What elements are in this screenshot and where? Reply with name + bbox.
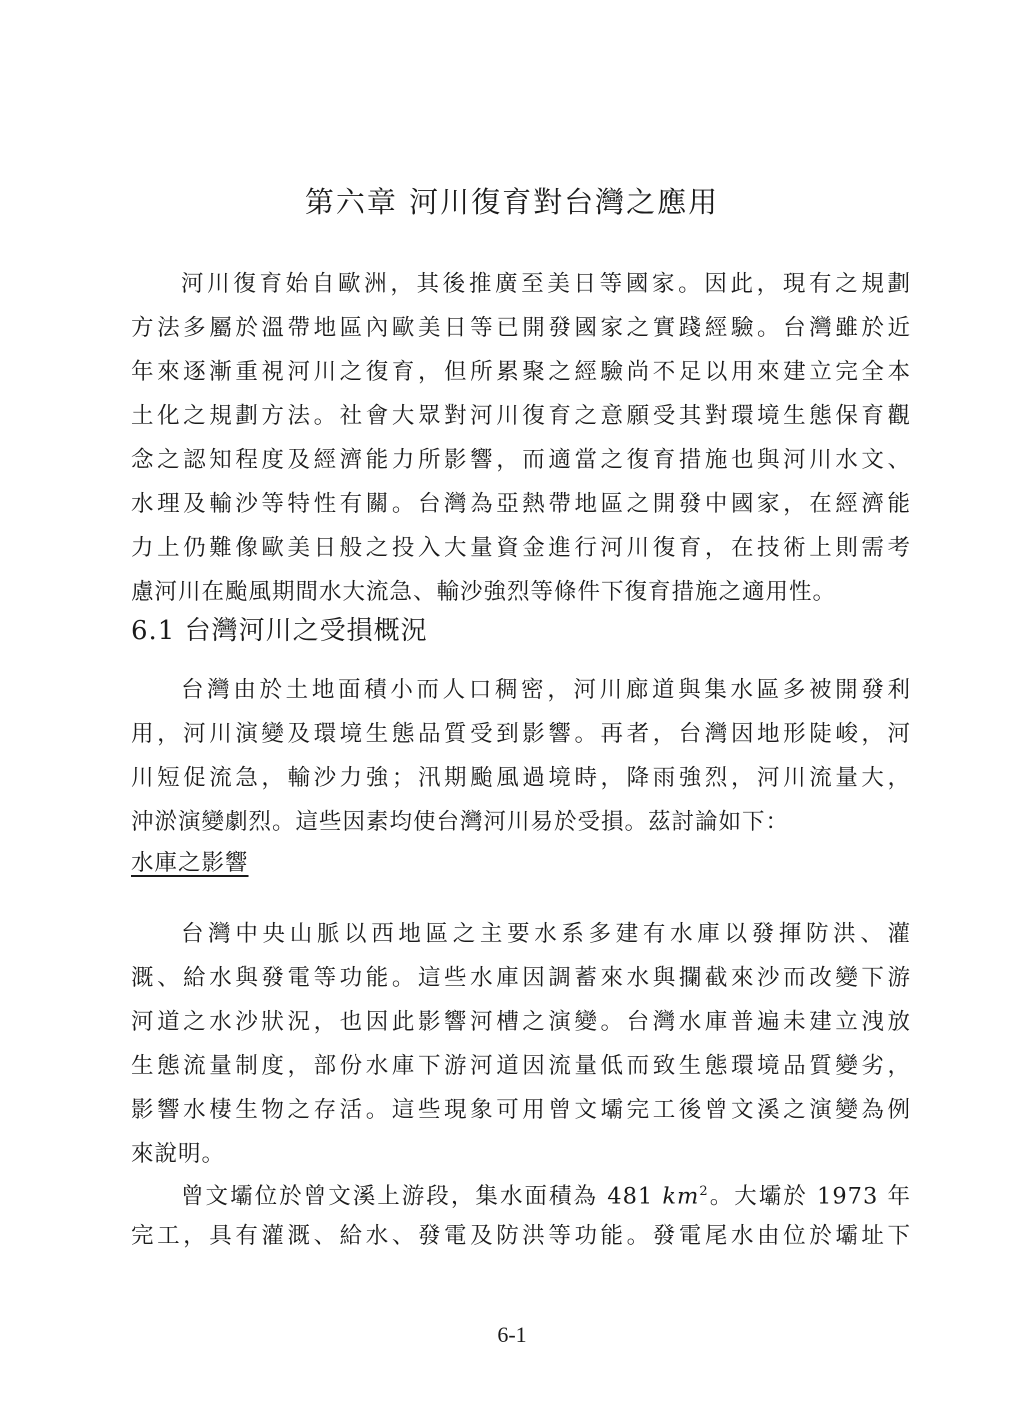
paragraph-line: 用，河川演變及環境生態品質受到影響。再者，台灣因地形陡峻，河 [131,721,911,747]
paragraph-line: 溉、給水與發電等功能。這些水庫因調蓄來水與攔截來沙而改變下游 [131,965,911,991]
reservoir-paragraph [131,912,911,1176]
paragraph-line: 生態流量制度，部份水庫下游河道因流量低而致生態環境品質變劣， [131,1053,911,1079]
section-heading: 6.1 台灣河川之受損概況 [131,616,428,646]
paragraph-line: 沖淤演變劇烈。這些因素均使台灣河川易於受損。茲討論如下： [131,809,790,835]
dam-text-after: 。大壩於 1973 年 [708,1183,911,1210]
area-unit-exponent: 2 [699,1184,709,1199]
paragraph-line [131,1170,911,1214]
paragraph-line: 慮河川在颱風期間水大流急、輸沙強烈等條件下復育措施之適用性。 [131,579,837,605]
paragraph-line: 台灣由於土地面積小而人口稠密，河川廊道與集水區多被開發利 [181,677,911,703]
sub-heading: 水庫之影響 [131,850,249,876]
damage-paragraph [131,668,911,844]
paragraph-line: 土化之規劃方法。社會大眾對河川復育之意願受其對環境生態保育觀 [131,403,911,429]
area-unit: km [662,1183,700,1210]
paragraph-line: 影響水棲生物之存活。這些現象可用曾文壩完工後曾文溪之演變為例 [131,1097,911,1123]
chapter-title: 第六章 河川復育對台灣之應用 [304,185,720,219]
paragraph-line: 念之認知程度及經濟能力所影響，而適當之復育措施也與河川水文、 [131,447,911,473]
paragraph-line: 完工，具有灌溉、給水、發電及防洪等功能。發電尾水由位於壩址下 [131,1223,911,1249]
intro-paragraph [131,262,911,614]
paragraph-line: 年來逐漸重視河川之復育，但所累聚之經驗尚不足以用來建立完全本 [131,359,911,385]
dam-paragraph [131,1170,911,1258]
paragraph-line: 來說明。 [131,1141,226,1167]
paragraph-line: 水理及輸沙等特性有關。台灣為亞熱帶地區之開發中國家，在經濟能 [131,491,911,517]
paragraph-line: 河川復育始自歐洲，其後推廣至美日等國家。因此，現有之規劃 [181,271,911,297]
paragraph-line: 方法多屬於溫帶地區內歐美日等已開發國家之實踐經驗。台灣雖於近 [131,315,911,341]
paragraph-line: 川短促流急，輸沙力強；汛期颱風過境時，降雨強烈，河川流量大， [131,765,911,791]
dam-text-before: 曾文壩位於曾文溪上游段，集水面積為 481 [181,1183,663,1210]
page-number: 6-1 [497,1322,527,1347]
paragraph-line: 台灣中央山脈以西地區之主要水系多建有水庫以發揮防洪、灌 [181,921,911,947]
paragraph-line: 力上仍難像歐美日般之投入大量資金進行河川復育，在技術上則需考 [131,535,911,561]
paragraph-line: 河道之水沙狀況，也因此影響河槽之演變。台灣水庫普遍未建立洩放 [131,1009,911,1035]
